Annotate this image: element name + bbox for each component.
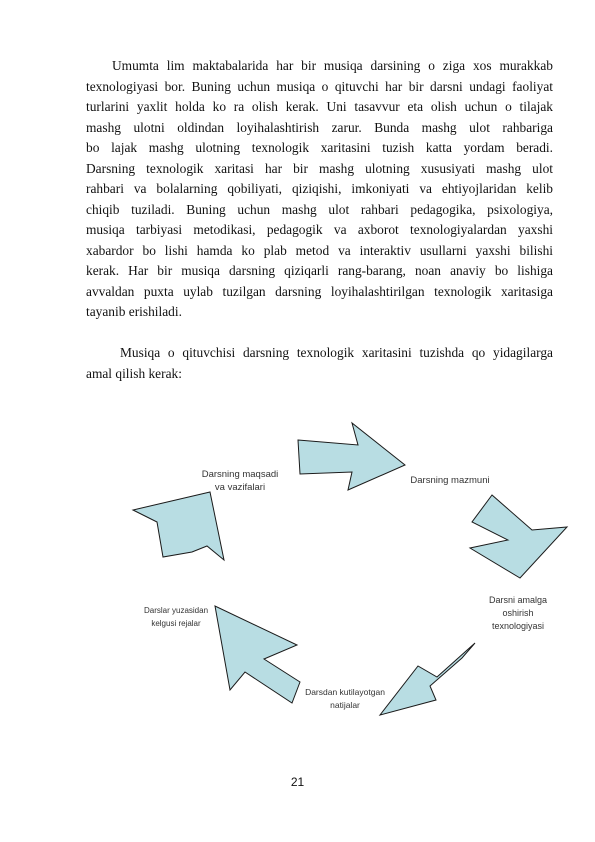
text-line: chiqib tuziladi. Buning uchun mashg ulot rahbari pedagogika, psixologiya, bbox=[86, 201, 553, 217]
label-plans-line: Darslar yuzasidan bbox=[143, 606, 209, 615]
label-plans-line: kelgusi rejalar bbox=[151, 619, 201, 628]
label-technology-line: oshirish bbox=[502, 608, 534, 618]
page-number: 21 bbox=[290, 775, 305, 789]
text-line: xabardor bo lishi hamda ko plab metod va interaktiv usullarni yaxshi bilishi bbox=[86, 242, 553, 258]
label-goal-line: va vazifalari bbox=[214, 482, 266, 493]
text-line: kerak. Har bir musiqa darsning qiziqarli rang-barang, noan anaviy bo lishiga bbox=[86, 263, 553, 278]
label-technology-line: texnologiyasi bbox=[491, 621, 545, 631]
label-goal bbox=[188, 468, 292, 494]
label-results bbox=[286, 686, 404, 712]
label-results-line: Darsdan kutilayotgan bbox=[305, 687, 385, 697]
text-line: bo lajak mashg ulotning texnologik xaritasini tuzish katta yordam beradi. bbox=[86, 140, 553, 155]
cycle-arrow-top bbox=[298, 423, 405, 490]
label-plans bbox=[126, 604, 226, 630]
label-content bbox=[395, 474, 505, 487]
label-results-line: natijalar bbox=[330, 700, 360, 710]
label-technology-line: Darsni amalga bbox=[488, 595, 548, 605]
text-line: turlarini yaxlit holda ko ra olish kerak. Uni tasavvur eta olish uchun o tilajak bbox=[86, 99, 553, 114]
cycle-arrow-left bbox=[133, 492, 224, 560]
text-line: rahbari va bolalarning qobiliyati, qiziqishi, imkoniyati va ehtiyojlaridan kelib bbox=[86, 181, 553, 196]
text-line: Umumta lim maktabalarida har bir musiqa darsining o ziga xos murakkab bbox=[112, 58, 553, 73]
text-line: Darsning texnologik xaritasi har bir mashg ulotning xususiyati mashg ulot bbox=[86, 160, 553, 176]
cycle-arrow-right bbox=[470, 495, 567, 578]
text-line: texnologiyasi bor. Buning uchun musiqa o qituvchi har bir darsni undagi faoliyat bbox=[86, 78, 553, 94]
label-goal-line: Darsning maqsadi bbox=[201, 469, 279, 480]
text-line: amal qilish kerak: bbox=[86, 365, 182, 381]
text-line: Musiqa o qituvchisi darsning texnologik xaritasini tuzishda qo yidagilarga bbox=[120, 345, 553, 360]
label-content-line: Darsning mazmuni bbox=[410, 475, 490, 486]
text-line: tayanib erishiladi. bbox=[86, 304, 182, 319]
label-technology bbox=[472, 594, 564, 633]
text-line: avvaldan puxta uylab tuzilgan darsning loyihalashtirilgan texnologik xaritasiga bbox=[86, 283, 553, 299]
text-line: mashg ulotni oldindan loyihalashtirish zarur. Bunda mashg ulot rahbariga bbox=[86, 119, 553, 135]
text-line: musiqa tarbiyasi metodikasi, pedagogik va axborot texnologiyalardan yaxshi bbox=[86, 222, 553, 237]
